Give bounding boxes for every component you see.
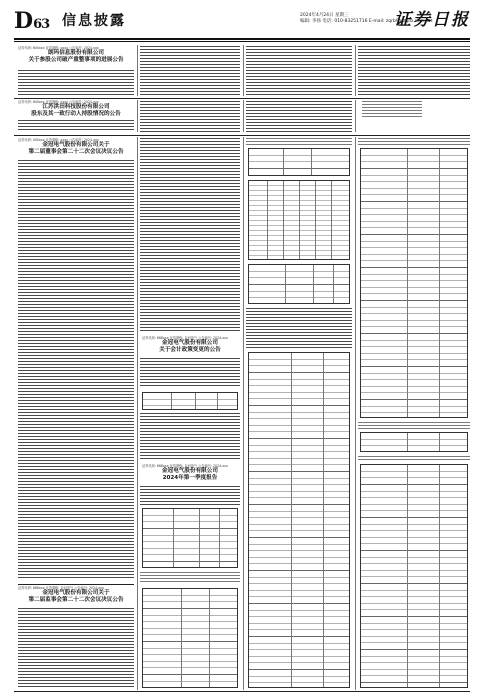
section-title: 信息披露 xyxy=(62,13,126,29)
notice-rule xyxy=(18,584,134,585)
issue-contact: 编辑: 李扬 电话: 010-83251716 E-mail: zqrb9@zqrb.sina.net xyxy=(300,19,433,24)
notice-title: 股东及其一致行动人持股情况的公告 xyxy=(31,111,121,117)
text-block xyxy=(140,358,240,388)
header-rule xyxy=(14,38,470,40)
data-table xyxy=(360,432,468,452)
text-block xyxy=(18,608,134,688)
notice-code: 证券代码: 688xxx 证券简称: 金冠电气 公告编号: 2024-xxx xyxy=(18,586,104,590)
notice-header-5 xyxy=(142,464,238,482)
page-number xyxy=(14,8,49,38)
column-rule xyxy=(243,45,244,96)
notice-code: 证券代码: 688xxx 证券简称: 金冠电气 公告编号: 2024-xxx xyxy=(142,464,228,468)
text-block xyxy=(246,46,352,96)
notice-title: 金冠电气股份有限公司关于 xyxy=(42,142,110,148)
notice-title: 关于会计政策变更的公告 xyxy=(159,347,221,353)
page-letter: D xyxy=(14,8,33,34)
notice-title: 金冠电气股份有限公司 xyxy=(162,340,218,346)
text-block xyxy=(140,486,240,506)
column-rule xyxy=(243,137,244,690)
notice-code: 证券代码: 000xxx 证券简称: xxxx 公告编号: 2024-xxx xyxy=(18,138,99,142)
notice-code: 证券代码: 600xxx 证券简称: xxxx 公告编号: 2024-xxx xyxy=(18,100,99,104)
notice-title: 金冠电气股份有限公司 xyxy=(162,468,218,474)
header-rule-thin xyxy=(14,41,470,42)
text-block xyxy=(358,422,470,430)
footer-rule xyxy=(14,691,470,692)
section-rule xyxy=(14,135,470,136)
notice-header-4 xyxy=(142,336,238,354)
data-table xyxy=(142,392,238,410)
text-block xyxy=(140,101,240,132)
column-rule xyxy=(137,100,138,132)
data-table xyxy=(360,148,468,418)
text-block xyxy=(246,101,352,132)
column-rule xyxy=(355,137,356,690)
text-block xyxy=(140,46,240,96)
data-table xyxy=(248,352,350,688)
text-block xyxy=(358,138,470,146)
notice-header-1 xyxy=(18,46,134,64)
text-block xyxy=(246,308,352,348)
notice-title: 江苏洪田科技股份有限公司 xyxy=(42,104,110,110)
issue-date: 2024年4月24日 星期三 xyxy=(300,13,349,18)
text-block xyxy=(358,456,470,462)
notice-title: 第二届监事会第二十二次会议决议公告 xyxy=(28,597,124,603)
notice-code: 证券代码: 688xxx 证券简称: 金冠电气 公告编号: 2024-xxx xyxy=(142,336,228,340)
data-table xyxy=(248,180,350,260)
notice-header-6 xyxy=(18,586,134,604)
text-block xyxy=(358,46,470,96)
data-table xyxy=(248,264,350,304)
text-block xyxy=(140,572,240,584)
text-block xyxy=(140,138,240,333)
notice-header-2 xyxy=(18,100,134,118)
text-block xyxy=(18,160,134,580)
notice-title: 2024年第一季度报告 xyxy=(162,475,218,481)
column-rule xyxy=(137,137,138,690)
notice-title: 关于参股公司破产重整事项的进展公告 xyxy=(28,57,124,63)
data-table xyxy=(248,148,350,176)
page-header xyxy=(14,8,470,38)
column-rule xyxy=(137,45,138,96)
notice-title: 金冠电气股份有限公司关于 xyxy=(42,590,110,596)
column-rule xyxy=(355,45,356,96)
section-rule xyxy=(14,98,470,99)
notice-code: 证券代码: 600xxx 证券简称: xxxx 公告编号: 2024-xxx xyxy=(18,46,99,50)
data-table xyxy=(142,508,238,568)
text-block xyxy=(18,120,134,132)
notice-header-3 xyxy=(18,138,134,156)
column-rule xyxy=(243,100,244,132)
masthead-logo: 证券日报 xyxy=(394,10,470,30)
column-rule xyxy=(355,100,356,132)
text-block xyxy=(362,101,422,117)
text-block xyxy=(18,70,134,96)
data-table xyxy=(360,464,468,688)
text-block xyxy=(246,138,352,146)
page-number-digits: 63 xyxy=(33,17,50,32)
text-block xyxy=(140,413,240,461)
notice-title: 朗玛信息股份有限公司 xyxy=(48,50,104,56)
notice-title: 第二届董事会第二十二次会议决议公告 xyxy=(28,149,124,155)
data-table xyxy=(142,588,238,688)
